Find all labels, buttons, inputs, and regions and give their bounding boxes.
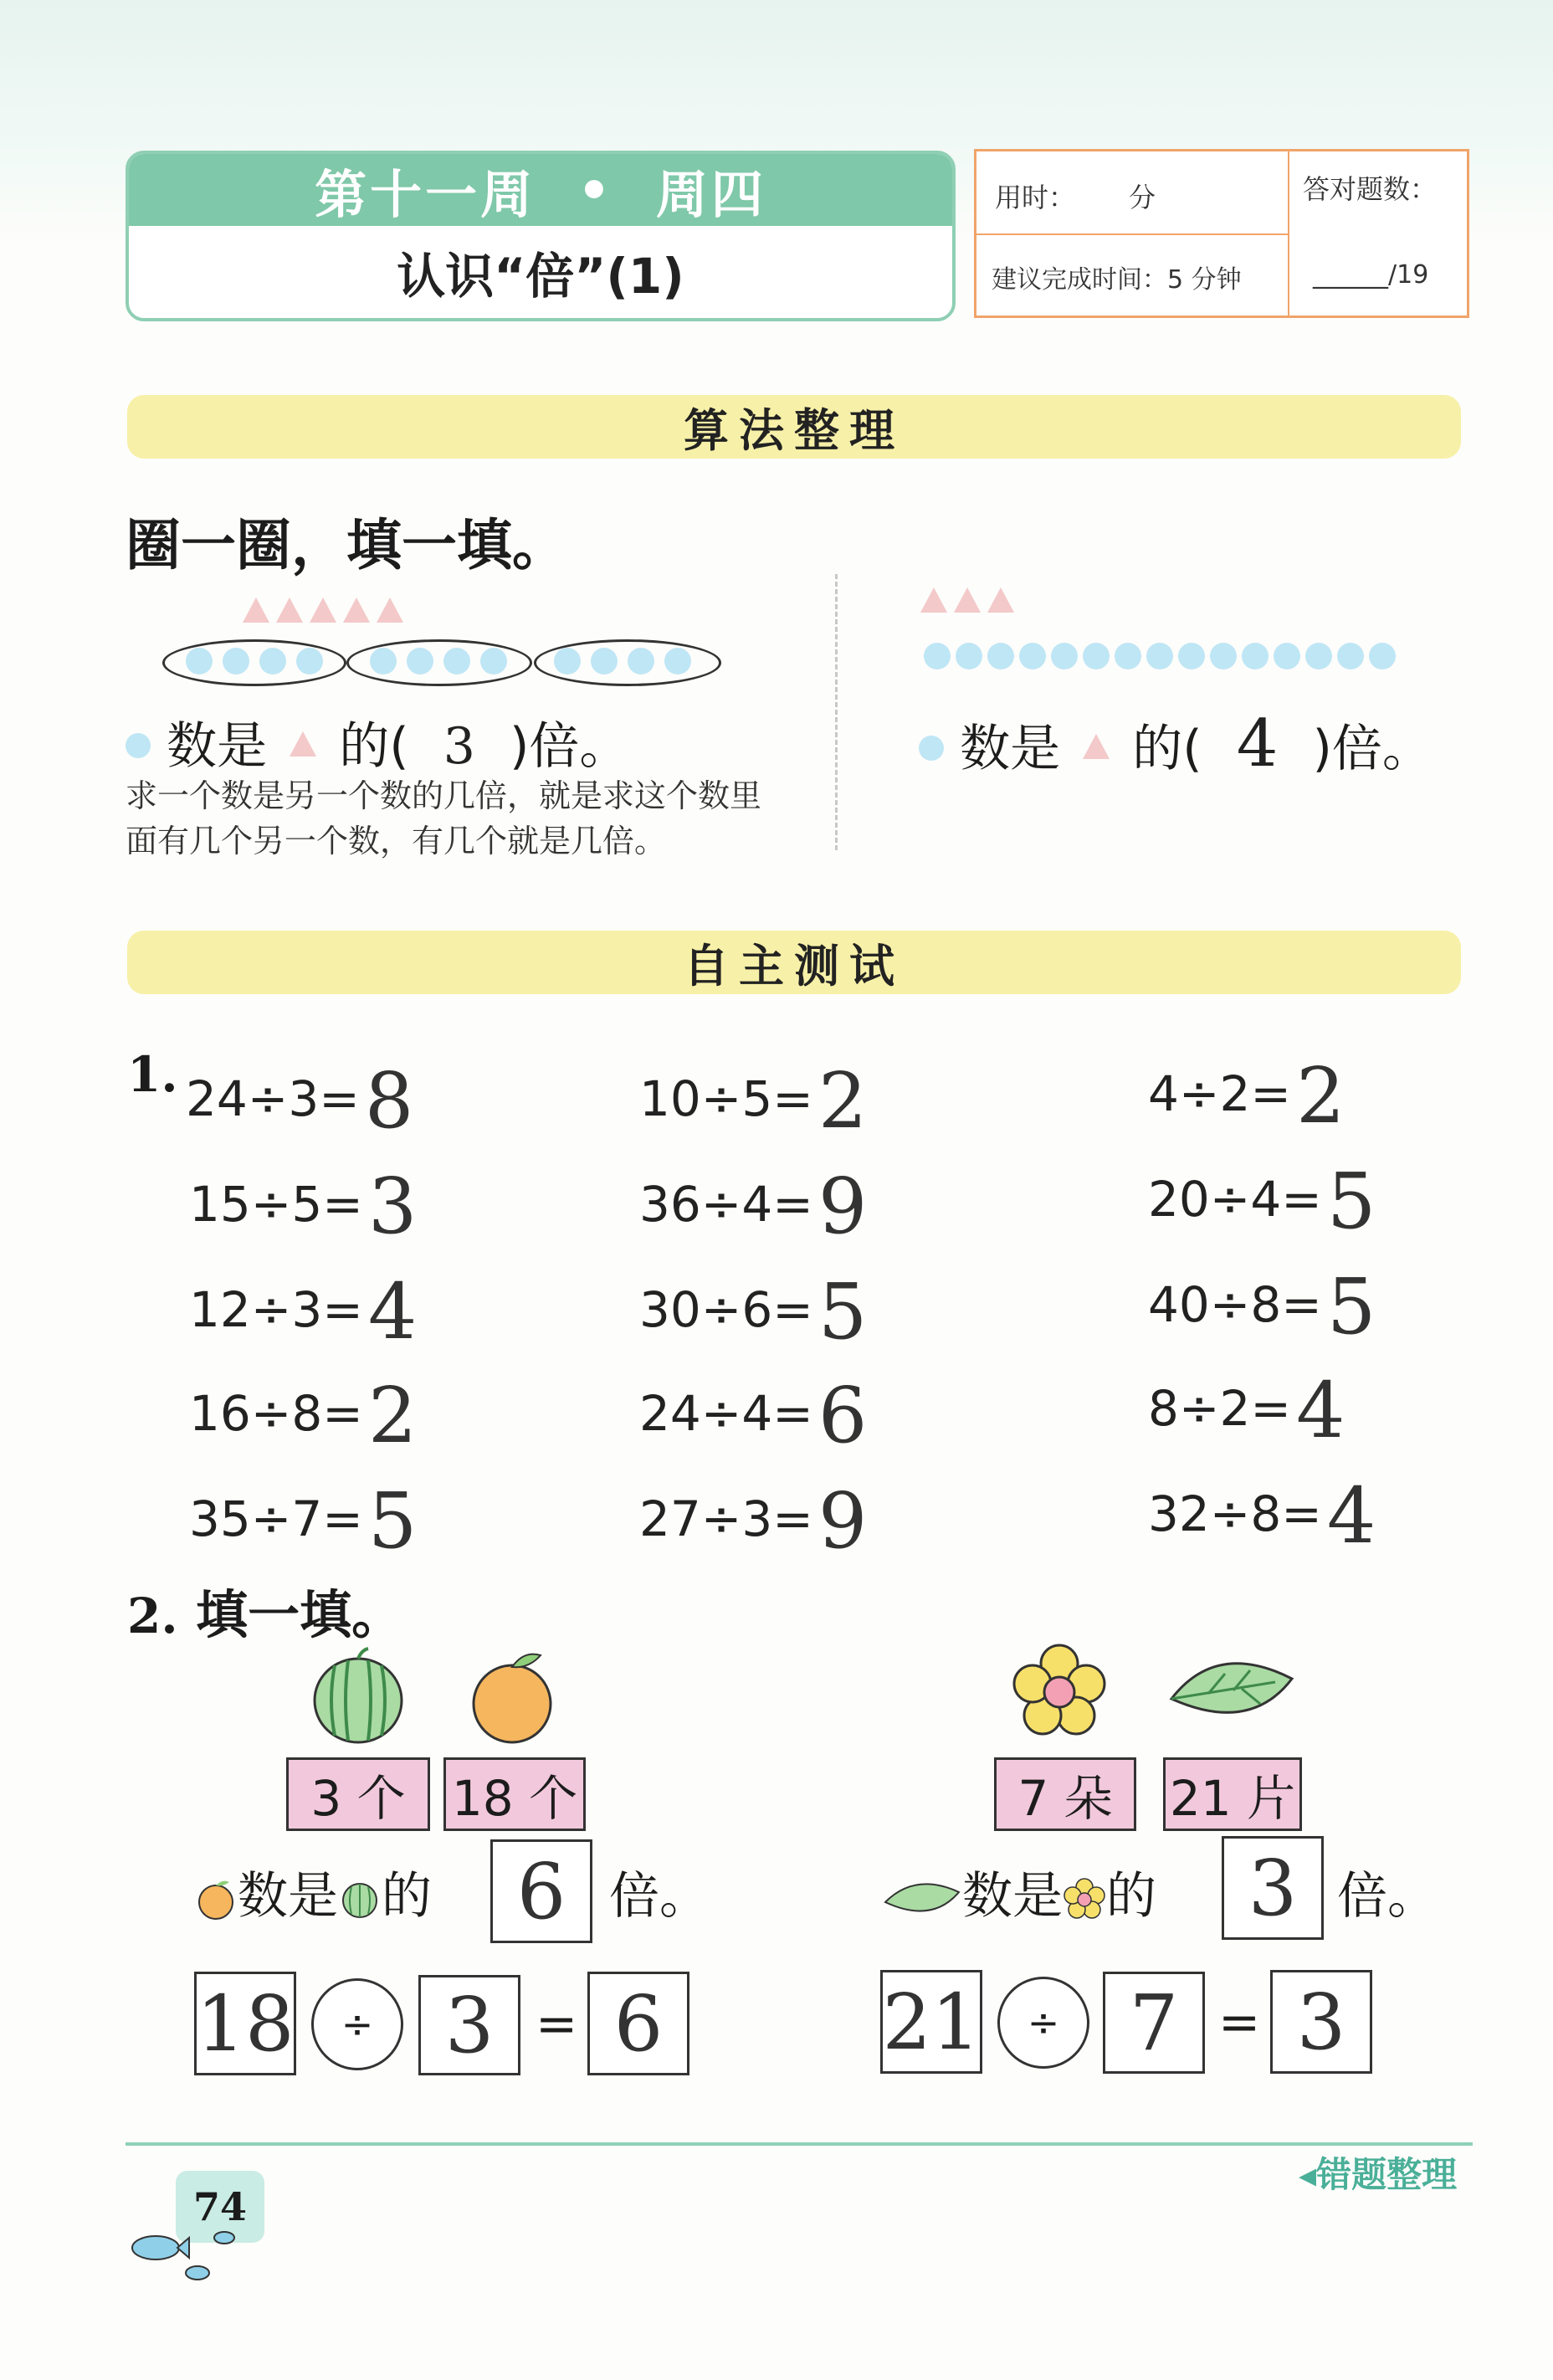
- answer-box: 6: [490, 1839, 592, 1943]
- handwritten-answer: 4: [1326, 1471, 1376, 1561]
- sentence-mid: 的(: [339, 717, 409, 776]
- count-box-leaf: 21 片: [1163, 1757, 1302, 1831]
- circle-symbol-icon: [126, 733, 151, 758]
- correct-total: ______/19: [1313, 260, 1429, 290]
- circle-dot: [924, 643, 951, 669]
- handwritten-answer: 8: [364, 1056, 414, 1146]
- equation-row: [1148, 1039, 1345, 1141]
- divider-dashed: [835, 574, 838, 850]
- sentence-post: 倍。: [609, 1867, 710, 1926]
- circle-dot: [987, 643, 1014, 669]
- rule-note-line1: 求一个数是另一个数的几倍，就是求这个数里: [126, 777, 762, 814]
- answer-box: 3: [1222, 1836, 1324, 1940]
- handwritten-answer: 2: [1296, 1051, 1345, 1141]
- operator-circle: ÷: [311, 1978, 403, 2070]
- equation-row: [639, 1044, 868, 1146]
- watermelon-icon: [310, 1645, 407, 1746]
- equation-box-dividend: 21: [880, 1970, 982, 2074]
- equation-row: [1148, 1250, 1376, 1352]
- handwritten-answer: 2: [367, 1371, 418, 1460]
- sentence-mid: 的: [1106, 1867, 1156, 1926]
- handwritten-answer: 4: [367, 1267, 418, 1357]
- equation-expr: 32÷8=: [1148, 1485, 1322, 1542]
- count-box-watermelon: 3 个: [286, 1757, 430, 1831]
- equation-row: [639, 1359, 868, 1460]
- circle-dot: [1210, 643, 1237, 669]
- right-answer-sentence: [919, 706, 1433, 782]
- circle-dot: [1146, 643, 1173, 669]
- equals-sign: =: [536, 1995, 578, 2054]
- orange-icon: [469, 1649, 557, 1746]
- equation-row: [189, 1150, 418, 1251]
- time-label: 用时：: [995, 182, 1076, 213]
- sentence-post: )倍。: [510, 717, 630, 776]
- separator-dot: •: [577, 159, 614, 221]
- q2-left-sentence: [194, 1856, 432, 1928]
- equation-box-divisor: 3: [418, 1975, 520, 2075]
- day-label: 周四: [655, 163, 766, 225]
- leaf-icon: [1166, 1654, 1297, 1729]
- circle-dot: [1083, 643, 1110, 669]
- time-unit: 分: [1129, 182, 1156, 213]
- handwritten-answer: 5: [367, 1476, 418, 1566]
- triangle-icon: [920, 587, 947, 613]
- circle-symbol-icon: [919, 736, 944, 761]
- equation-expr: 40÷8=: [1148, 1276, 1322, 1333]
- hand-drawn-loop: [534, 639, 721, 686]
- sentence-pre: 数是: [960, 720, 1061, 778]
- equation-expr: 10÷5=: [639, 1070, 813, 1127]
- equation-expr: 36÷4=: [639, 1176, 813, 1233]
- suggest-time: 建议完成时间：5 分钟: [992, 265, 1242, 295]
- handwritten-answer: 3: [367, 1162, 418, 1251]
- handwritten-answer: 6: [818, 1371, 868, 1460]
- equation-expr: 16÷8=: [189, 1385, 363, 1442]
- equation-expr: 30÷6=: [639, 1281, 813, 1338]
- equation-expr: 4÷2=: [1148, 1065, 1291, 1122]
- circle-dot: [1115, 643, 1141, 669]
- circle-dot: [1305, 643, 1332, 669]
- circle-fill-title: 圈一圈，填一填。: [126, 513, 567, 577]
- equation-row: [189, 1464, 418, 1566]
- circle-dot: [956, 643, 982, 669]
- circle-dot: [1274, 643, 1300, 669]
- equation-row: [1148, 1354, 1345, 1455]
- section-selftest-bar: 自主测试: [127, 931, 1461, 994]
- equation-row: [639, 1150, 868, 1251]
- triangle-icon: [987, 587, 1014, 613]
- equation-expr: 20÷4=: [1148, 1171, 1322, 1228]
- handwritten-answer: 5: [818, 1267, 868, 1357]
- count-box-orange: 18 个: [443, 1757, 586, 1831]
- triangle-icon: [954, 587, 981, 613]
- hand-drawn-loop: [346, 639, 532, 686]
- equation-box-dividend: 18: [194, 1972, 296, 2075]
- lesson-header: [126, 151, 956, 321]
- page-number: 74: [176, 2171, 264, 2243]
- equation-expr: 24÷3=: [186, 1070, 360, 1127]
- equation-box-quotient: 3: [1270, 1970, 1372, 2074]
- question-2-label: 2.: [127, 1588, 178, 1644]
- equals-sign: =: [1218, 1993, 1261, 2052]
- sentence-pre: 数是: [167, 717, 268, 776]
- count-box-flower: 7 朵: [994, 1757, 1136, 1831]
- flower-icon: [1011, 1642, 1108, 1739]
- footer-line: [126, 2142, 1473, 2146]
- sentence-mid: 的: [382, 1867, 432, 1926]
- handwritten-answer: 3: [443, 717, 475, 776]
- equation-expr: 35÷7=: [189, 1490, 363, 1547]
- handwritten-answer: 4: [1296, 1366, 1345, 1455]
- flower-icon: [1063, 1877, 1106, 1921]
- operator-circle: ÷: [997, 1977, 1089, 2069]
- circle-dot: [1369, 643, 1396, 669]
- triangle-icon: [343, 598, 370, 623]
- triangle-symbol-icon: [290, 731, 316, 757]
- equation-expr: 8÷2=: [1148, 1380, 1291, 1437]
- sentence-mid: 的(: [1132, 720, 1202, 778]
- info-box: [974, 149, 1469, 318]
- handwritten-answer: 4: [1236, 706, 1279, 782]
- hand-drawn-loop: [162, 639, 346, 686]
- equation-box-quotient: 6: [587, 1972, 689, 2075]
- watermelon-icon: [338, 1877, 382, 1921]
- circle-dot: [1242, 643, 1269, 669]
- correct-label: 答对题数：: [1303, 173, 1438, 205]
- question-1-label: 1.: [127, 1046, 178, 1103]
- handwritten-answer: 9: [818, 1476, 868, 1566]
- triangle-symbol-icon: [1083, 734, 1110, 759]
- sentence-post: 倍。: [1337, 1867, 1438, 1926]
- lesson-title: 认识“倍”(1): [397, 248, 684, 305]
- rule-note: [126, 773, 761, 864]
- sentence-post: )倍。: [1312, 720, 1433, 778]
- equation-row: [189, 1359, 418, 1460]
- equation-row: [1148, 1459, 1376, 1561]
- equation-expr: 12÷3=: [189, 1281, 363, 1338]
- circle-dot: [1019, 643, 1046, 669]
- equation-row: [639, 1255, 868, 1357]
- equation-row: [639, 1464, 868, 1566]
- orange-icon: [194, 1877, 238, 1921]
- question-2-title: 填一填。: [196, 1584, 404, 1645]
- q2-right-sentence: [882, 1856, 1156, 1928]
- circle-dot: [1178, 643, 1205, 669]
- handwritten-answer: 2: [818, 1056, 868, 1146]
- equation-row: [189, 1255, 418, 1357]
- triangle-icon: [243, 598, 269, 623]
- equation-expr: 24÷4=: [639, 1385, 813, 1442]
- week-label: 第十一周: [315, 163, 536, 225]
- info-divider-h: [976, 233, 1288, 235]
- sentence-pre: 数是: [238, 1867, 338, 1926]
- triangle-icon: [276, 598, 303, 623]
- section-algorithm-bar: 算法整理: [127, 395, 1461, 459]
- left-answer-sentence: [126, 706, 629, 778]
- leaf-icon: [882, 1877, 962, 1921]
- handwritten-answer: 5: [1326, 1157, 1376, 1246]
- rule-note-line2: 面有几个另一个数，有几个就是几倍。: [126, 823, 667, 859]
- equation-row: [186, 1044, 414, 1146]
- triangle-icon: [377, 598, 403, 623]
- handwritten-answer: 9: [818, 1162, 868, 1251]
- equation-expr: 27÷3=: [639, 1490, 813, 1547]
- circle-dot: [1051, 643, 1078, 669]
- error-review-link[interactable]: ◂错题整理: [1299, 2154, 1458, 2195]
- triangle-icon: [310, 598, 336, 623]
- equation-expr: 15÷5=: [189, 1176, 363, 1233]
- equation-box-divisor: 7: [1103, 1972, 1205, 2074]
- info-divider-v: [1288, 151, 1289, 315]
- sentence-pre: 数是: [962, 1867, 1063, 1926]
- header-week-bar: [129, 154, 952, 226]
- circle-dot: [1337, 643, 1364, 669]
- equation-row: [1148, 1145, 1376, 1246]
- fish-icon: [126, 2223, 251, 2290]
- handwritten-answer: 5: [1326, 1262, 1376, 1352]
- question-2-heading: [127, 1573, 403, 1648]
